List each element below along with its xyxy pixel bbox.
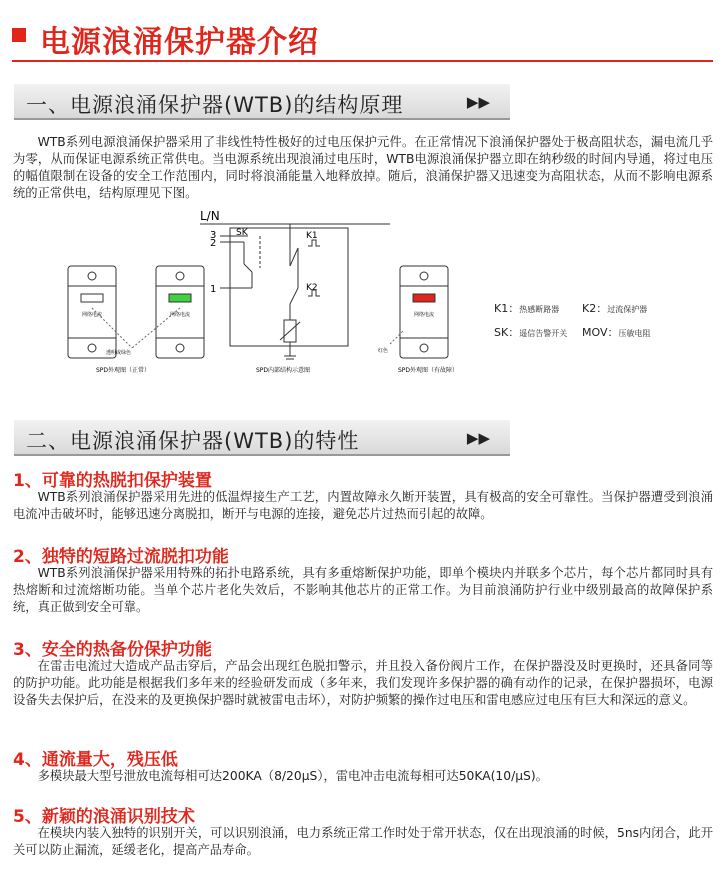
feature-4-title: 4、通流量大，残压低: [13, 750, 178, 770]
internal-structure: [200, 224, 390, 359]
diagram-k2-label: K2: [306, 283, 318, 293]
feature-2-title: 2、独特的短路过流脱扣功能: [13, 547, 229, 567]
feature-5-title: 5、新颖的浪涌识别技术: [13, 807, 195, 827]
page-title: 电源浪涌保护器介绍: [40, 25, 319, 60]
feature-5-body: 在模块内装入独特的识别开关，可以识别浪涌，电力系统正常工作时处于常开状态，仅在出现浪涌的时候，5ns内闭合，此开关可以防止漏流，延缓老化，提高产品寿命。: [13, 826, 713, 857]
structure-diagram: [60, 208, 670, 388]
legend-k1-code: K1：: [494, 302, 520, 315]
title-square-icon: [12, 28, 26, 42]
legend-k1-desc: 热感断路器: [519, 305, 560, 314]
legend-sk-desc: 遥信告警开关: [519, 329, 568, 338]
feature-3-body: 在雷击电流过大造成产品击穿后，产品会出现红色脱扣警示，并且投入备份阀片工作，在保护器没及时更换时，还具备同等的防护功能。此功能是根据我们多年来的经验研发而成（多年来，我们发现许多保护器的确有动作的记录，在保护器损坏，电源设备失去保护后，在没来的及更换保护器时就被雷电击坏），对防护频繁的操作过电压和雷电感应过电压有巨大和深远的意义。: [13, 659, 713, 707]
legend-sk: [494, 324, 567, 340]
section-2-heading: 二、电源浪涌保护器(WTB)的特性: [26, 429, 360, 453]
note-green: 透明或绿色: [106, 350, 132, 356]
legend-k2: [582, 300, 647, 316]
double-arrow-icon: ▶▶: [466, 93, 490, 111]
diagram-ln-label: L/N: [200, 209, 220, 223]
diagram-num-1: 1: [210, 284, 217, 295]
page-title-bar: [12, 14, 713, 64]
feature-1-body: WTB系列浪涌保护器采用先进的低温焊接生产工艺，内置故障永久断开装置，具有极高的安全可靠性。当保护器遭受到浪涌电流冲击破坏时，能够迅速分离脱扣，断开与电源的连接，避免芯片过热而引起的故障。: [13, 490, 713, 521]
legend-k1: [494, 300, 559, 316]
legend-mov-desc: 压敏电阻: [618, 329, 651, 338]
legend-mov: [582, 324, 650, 340]
feature-3-title: 3、安全的热备份保护功能: [13, 640, 212, 660]
feature-1-title: 1、可靠的热脱扣保护装置: [13, 471, 212, 491]
double-arrow-icon: ▶▶: [466, 429, 490, 447]
diagram-num-3: 3: [210, 230, 217, 241]
legend-mov-code: MOV：: [582, 326, 619, 339]
legend-k2-desc: 过流保护器: [607, 305, 648, 314]
diagram-sk-label: SK: [236, 228, 248, 238]
module-label-green: 网络电流: [170, 312, 191, 318]
legend-sk-code: SK：: [494, 326, 520, 339]
structure-diagram-svg: [60, 208, 670, 388]
diagram-num-2: 2: [210, 238, 217, 249]
module-label-red: 网络电流: [414, 312, 435, 318]
feature-2-body: WTB系列浪涌保护器采用特殊的拓扑电路系统，具有多重熔断保护功能，即单个模块内并联多个芯片，每个芯片都同时具有热熔断和过流熔断功能。当单个芯片老化失效后，不影响其他芯片的正常工作。为目前浪涌防护行业中级别最高的故障保护系统，真正做到安全可靠。: [13, 566, 713, 614]
section-1-body: WTB系列电源浪涌保护器采用了非线性特性极好的过电压保护元件。在正常情况下浪涌保护器处于极高阻状态，漏电流几乎为零，从而保证电源系统正常供电。当电源系统出现浪涌过电压时，WTB电源浪涌保护器立即在纳秒级的时间内导通，将过电压的幅值限制在设备的安全工作范围内，同时将浪涌能量入地释放掉。随后，浪涌保护器又迅速变为高阻状态，从而不影响电源系统的正常供电，结构原理见下图。: [13, 135, 713, 200]
module-label-normal: 网络电流: [82, 312, 103, 318]
legend-k2-code: K2：: [582, 302, 608, 315]
section-2-heading-bar: [14, 420, 510, 456]
section-1-heading: 一、电源浪涌保护器(WTB)的结构原理: [26, 93, 404, 117]
title-underline: [12, 60, 713, 62]
caption-fault: SPD外观图（有故障）: [398, 367, 459, 374]
feature-4-body: 多模块最大型号泄放电流每相可达200KA（8/20μS），雷电冲击电流每相可达50KA(10/μS)。: [37, 769, 548, 783]
note-red: 红色: [378, 348, 389, 354]
diagram-k1-label: K1: [306, 231, 318, 241]
caption-internal: SPD内部结构示意图: [256, 367, 311, 374]
caption-normal: SPD外观图（正常）: [96, 367, 151, 374]
section-1-heading-bar: [14, 84, 510, 120]
